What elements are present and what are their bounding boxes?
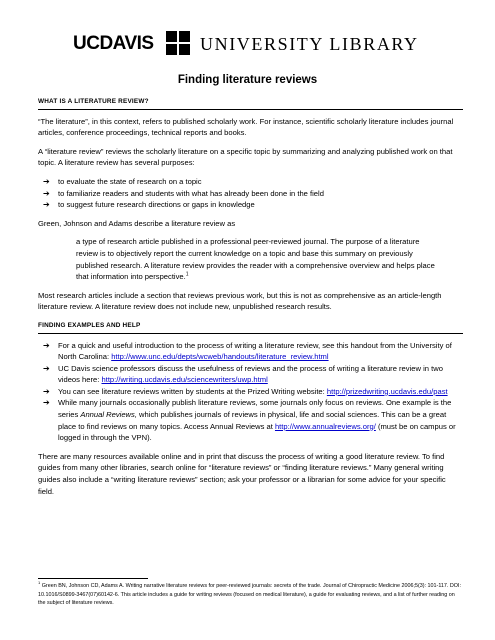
footnote bbox=[38, 582, 463, 608]
list-item bbox=[38, 386, 463, 398]
list-item bbox=[38, 188, 463, 200]
quote-text: a type of research article published in a professional peer-reviewed journal. The purpose of a literature review is to objectively report the current knowledge on a topic and base this summary on previously published research. A literature review provides the reader with a comprehensive overview and helps place that information into perspective. bbox=[76, 237, 435, 282]
list-item-text: which publishes journals of reviews in physical, life and social sciences. This can be a great place to find reviews on many topics. Access Annual Reviews at bbox=[58, 410, 447, 431]
uwp-videos-link[interactable]: http://writing.ucdavis.edu/sciencewriters/uwp.html bbox=[101, 375, 268, 385]
list-item bbox=[38, 363, 463, 386]
section-heading-examples: FINDING EXAMPLES AND HELP bbox=[38, 320, 463, 334]
document-body bbox=[38, 96, 463, 504]
paragraph-green-intro: Green, Johnson and Adams describe a literature review as bbox=[38, 218, 236, 228]
list-item-text: to suggest future research directions or gaps in knowledge bbox=[58, 200, 255, 210]
paragraph-research-articles: Most research articles include a section that reviews previous work, but this is not as comprehensive as an article-length literature review. A literature review does not include new, unpublished research results. bbox=[38, 290, 442, 312]
footnote-text: Green BN, Johnson CD, Adams A. Writing narrative literature reviews for peer-reviewed journals: secrets of the trade. Journal of Chiropractic Medicine 2006;5(3): 101-117. DOI: 10.1016/S0899-3467(07)60142-6. This article includes a guide for writing reviews (focused on medical literature), a guide for evaluating reviews, and a list of further reading on the subject of literature reviews. bbox=[38, 583, 461, 607]
page-title: Finding literature reviews bbox=[177, 74, 318, 86]
arrow-right-icon: ➔ bbox=[43, 363, 50, 373]
paragraph-definition: “The literature”, in this context, refers to published scholarly work. For instance, scientific scholarly literature includes journal articles, conference proceedings, technical reports and books. bbox=[38, 116, 454, 138]
footnote-marker: 1 bbox=[38, 580, 41, 586]
unc-handout-link[interactable]: http://www.unc.edu/depts/wcweb/handouts/literature_review.html bbox=[111, 352, 329, 362]
list-item-text: While many journals occasionally publish literature reviews, some journals only focus on reviews. One example is the series bbox=[58, 398, 452, 420]
list-item-text: to evaluate the state of research on a topic bbox=[58, 176, 202, 186]
arrow-right-icon: ➔ bbox=[43, 200, 50, 210]
list-item bbox=[38, 340, 463, 363]
list-item-text: (must be on campus or logged in through the VPN). bbox=[58, 421, 456, 443]
paragraph-resources: There are many resources available online and in print that discuss the process of writing a good literature review. To find guides from many other libraries, search online for “literature reviews” or “finding literature reviews.” Many general writing guides also include a “writing literature reviews” section; ask your professor or a librarian for some advice for your specific field. bbox=[38, 451, 446, 496]
purposes-list bbox=[38, 176, 463, 211]
annual-reviews-link[interactable]: http://www.annualreviews.org/ bbox=[274, 421, 376, 431]
arrow-right-icon: ➔ bbox=[43, 176, 50, 186]
examples-list bbox=[38, 340, 463, 444]
arrow-right-icon: ➔ bbox=[43, 188, 50, 198]
list-item-text: UC Davis science professors discuss the usefulness of reviews and the process of writing a literature review in two videos here: bbox=[58, 363, 443, 385]
library-grid-icon bbox=[166, 31, 190, 55]
arrow-right-icon: ➔ bbox=[43, 340, 50, 350]
footnote-ref[interactable]: 1 bbox=[185, 271, 189, 278]
library-header bbox=[0, 28, 495, 56]
list-item bbox=[38, 176, 463, 188]
arrow-right-icon: ➔ bbox=[43, 398, 50, 408]
list-item bbox=[38, 199, 463, 211]
list-item-text: For a quick and useful introduction to the process of writing a literature review, see this handout from the University of North Carolina: bbox=[58, 340, 452, 362]
prized-writing-link[interactable]: http://prizedwriting.ucdavis.edu/past bbox=[326, 386, 448, 396]
list-item-text: You can see literature reviews written by students at the Prized Writing website: bbox=[58, 386, 327, 396]
university-library-wordmark: UNIVERSITY LIBRARY bbox=[200, 34, 419, 54]
section-heading-what-is: WHAT IS A LITERATURE REVIEW? bbox=[38, 96, 463, 110]
list-item bbox=[38, 397, 463, 443]
list-item-text: to familiarize readers and students with what has already been done in the field bbox=[58, 188, 324, 198]
arrow-right-icon: ➔ bbox=[43, 386, 50, 396]
block-quote bbox=[38, 236, 463, 282]
footnote-divider bbox=[38, 578, 148, 579]
ucdavis-logo: UCDAVIS bbox=[73, 33, 154, 54]
paragraph-purpose-intro: A “literature review” reviews the scholarly literature on a specific topic by summarizing and analyzing published work on that topic. A literature review has several purposes: bbox=[38, 146, 453, 168]
annual-reviews-title: Annual Reviews, bbox=[80, 410, 137, 420]
